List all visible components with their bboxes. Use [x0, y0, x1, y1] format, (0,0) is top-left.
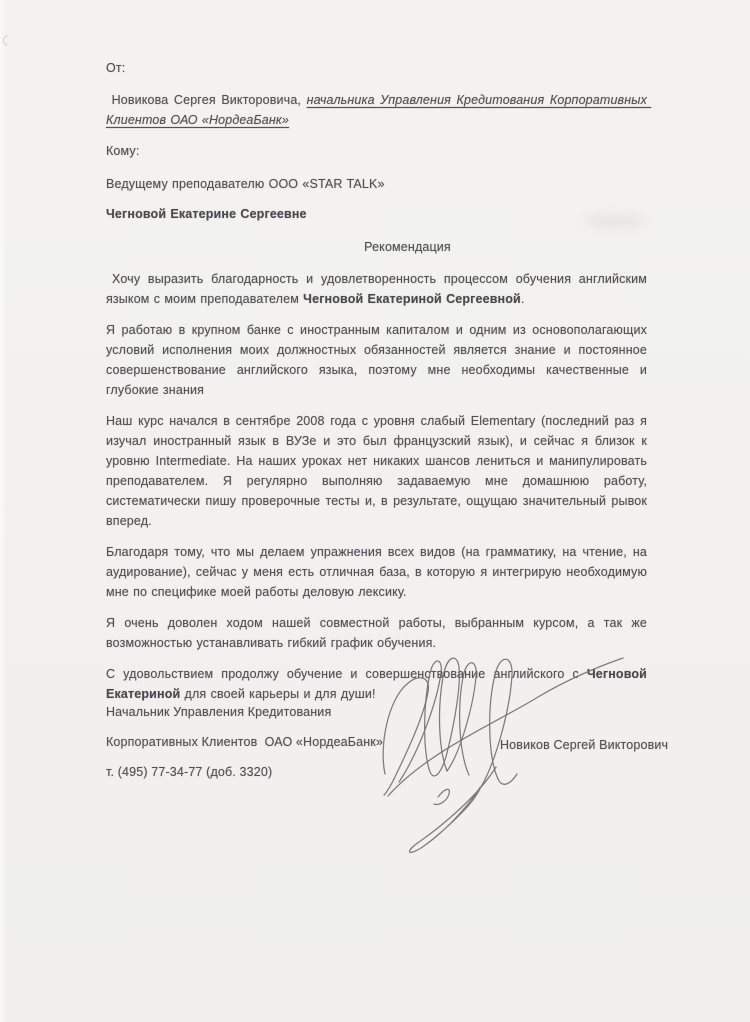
signature-block — [106, 702, 436, 792]
sender-name: Новикова Сергея Викторовича, — [106, 93, 307, 107]
paragraph-1-text: Хочу выразить благодарность и удовлетворенность процессом обучения английским языком с моим преподавателем — [106, 272, 647, 306]
paragraph-1 — [106, 269, 647, 309]
letter-body — [106, 58, 652, 715]
recipient-name: Чегновой Екатерине Сергеевне — [106, 207, 307, 221]
teacher-name-bold-2: Чегновой Екатериной — [106, 667, 647, 701]
paragraph-6 — [106, 664, 647, 704]
scan-edge-artifact — [0, 0, 7, 1022]
paragraph-5: Я очень доволен ходом нашей совместной работы, выбранным курсом, а так же возможностью устанавливать гибкий график обучения. — [106, 616, 647, 650]
signer-phone: т. (495) 77-34-77 (доб. 3320) — [106, 765, 273, 779]
paragraph-6-text: С удовольствием продолжу обучение и совершенствование английского с — [106, 667, 587, 681]
from-label: От: — [106, 61, 126, 75]
paragraph-6-tail: для своей карьеры и для души! — [180, 687, 376, 701]
signer-position-line2: Корпоративных Клиентов ОАО «НордеаБанк» — [106, 735, 384, 749]
paragraph-1-tail: . — [520, 292, 525, 306]
paragraph-3: Наш курс начался в сентябре 2008 года с уровня слабый Elementary (последний раз я изучал иностранный язык в ВУЗе и это был французский язык), и сейчас я близок к уровню Intermediate. На наших уроках нет никаких шансов лениться и манипулировать преподавателем. Я регулярно выполняю задаваемую мне домашнюю работу, систематически пишу проверочные тесты и, в результате, ощущаю значительный рывок вперед. — [106, 414, 647, 528]
signer-position-line1: Начальник Управления Кредитования — [106, 705, 332, 719]
letter-title: Рекомендация — [364, 240, 451, 254]
paragraph-2: Я работаю в крупном банке с иностранным капиталом и одним из основополагающих условий исполнения моих должностных обязанностей является знание и постоянное совершенствование английского языка, поэтому мне необходимы качественные и глубокие знания — [106, 323, 647, 397]
teacher-name-bold: Чегновой Екатериной Сергеевной — [303, 292, 521, 306]
from-line — [106, 90, 652, 130]
paragraph-4: Благодаря тому, что мы делаем упражнения всех видов (на грамматику, на чтение, на аудирование), сейчас у меня есть отличная база, в которую я интегрирую необходимую мне по специфике моей работы деловую лексику. — [106, 545, 647, 599]
recipient-line: Ведущему преподавателю ООО «STAR TALK» — [106, 177, 385, 191]
scan-artifact — [1, 34, 9, 52]
to-label: Кому: — [106, 144, 140, 158]
signer-name: Новиков Сергей Викторович — [500, 738, 669, 752]
sender-position: начальника Управления Кредитования Корпоративных Клиентов ОАО «НордеаБанк» — [106, 93, 652, 127]
